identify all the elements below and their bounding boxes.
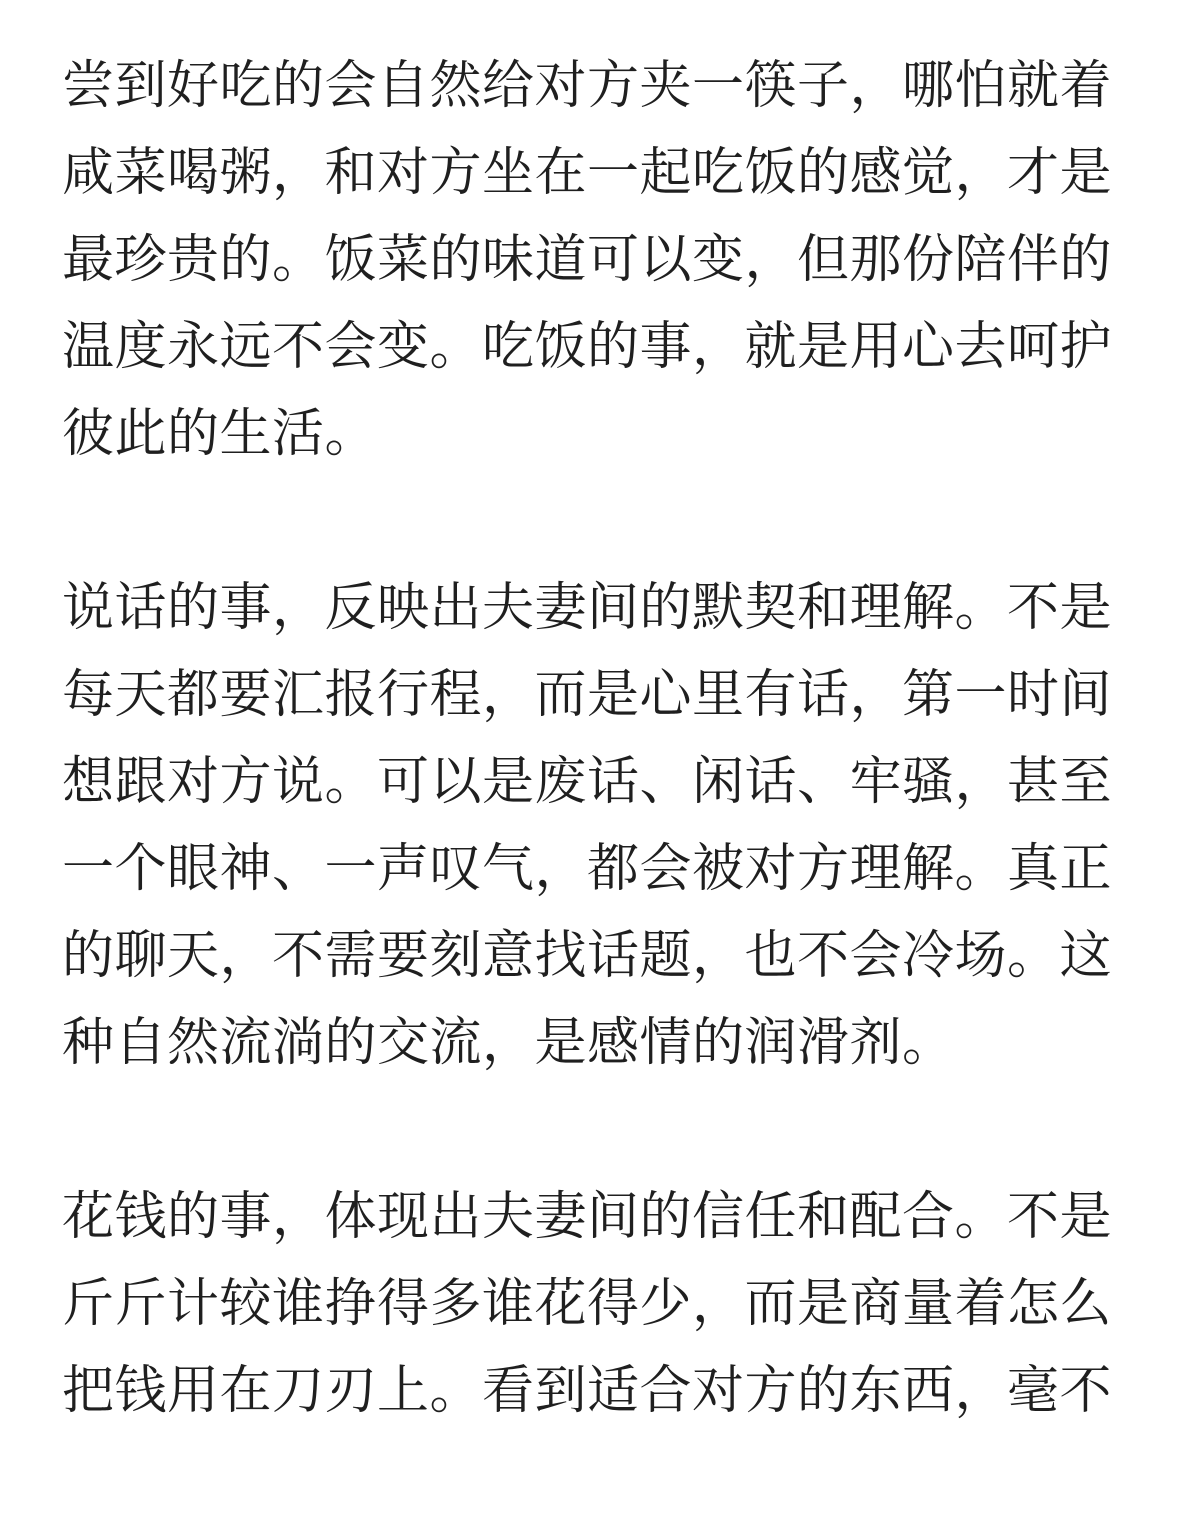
text-line: 尝到好吃的会自然给对方夹一筷子，哪怕就着 (62, 56, 1113, 116)
text-line: 的聊天，不需要刻意找话题，也不会冷场。这 (62, 926, 1113, 986)
text-line: 想跟对方说。可以是废话、闲话、牢骚，甚至 (62, 752, 1113, 812)
paragraph-spacer (62, 478, 1122, 565)
text-line: 咸菜喝粥，和对方坐在一起吃饭的感觉，才是 (62, 143, 1113, 203)
text-line: 最珍贵的。饭菜的味道可以变，但那份陪伴的 (62, 230, 1113, 290)
text-line: 温度永远不会变。吃饭的事，就是用心去呵护 (62, 317, 1113, 377)
text-line: 种自然流淌的交流，是感情的润滑剂。 (62, 1013, 955, 1073)
paragraph-talking (62, 565, 1122, 1087)
text-line (62, 1435, 1122, 1522)
paragraph-spacer (62, 1087, 1122, 1174)
text-line: 彼此的生活。 (62, 404, 378, 464)
text-line: 说话的事，反映出夫妻间的默契和理解。不是 (62, 578, 1113, 638)
text-line: 把钱用在刀刃上。看到适合对方的东西，毫不 (62, 1361, 1113, 1421)
text-line: 花钱的事，体现出夫妻间的信任和配合。不是 (62, 1187, 1113, 1247)
text-line (62, 0, 1122, 43)
article-body (62, 0, 1122, 1522)
paragraph-spending (62, 1174, 1122, 1522)
text-line: 斤斤计较谁挣得多谁花得少，而是商量着怎么 (62, 1274, 1113, 1334)
text-line: 每天都要汇报行程，而是心里有话，第一时间 (62, 665, 1113, 725)
paragraph-dining (62, 0, 1122, 478)
text-line: 一个眼神、一声叹气，都会被对方理解。真正 (62, 839, 1113, 899)
